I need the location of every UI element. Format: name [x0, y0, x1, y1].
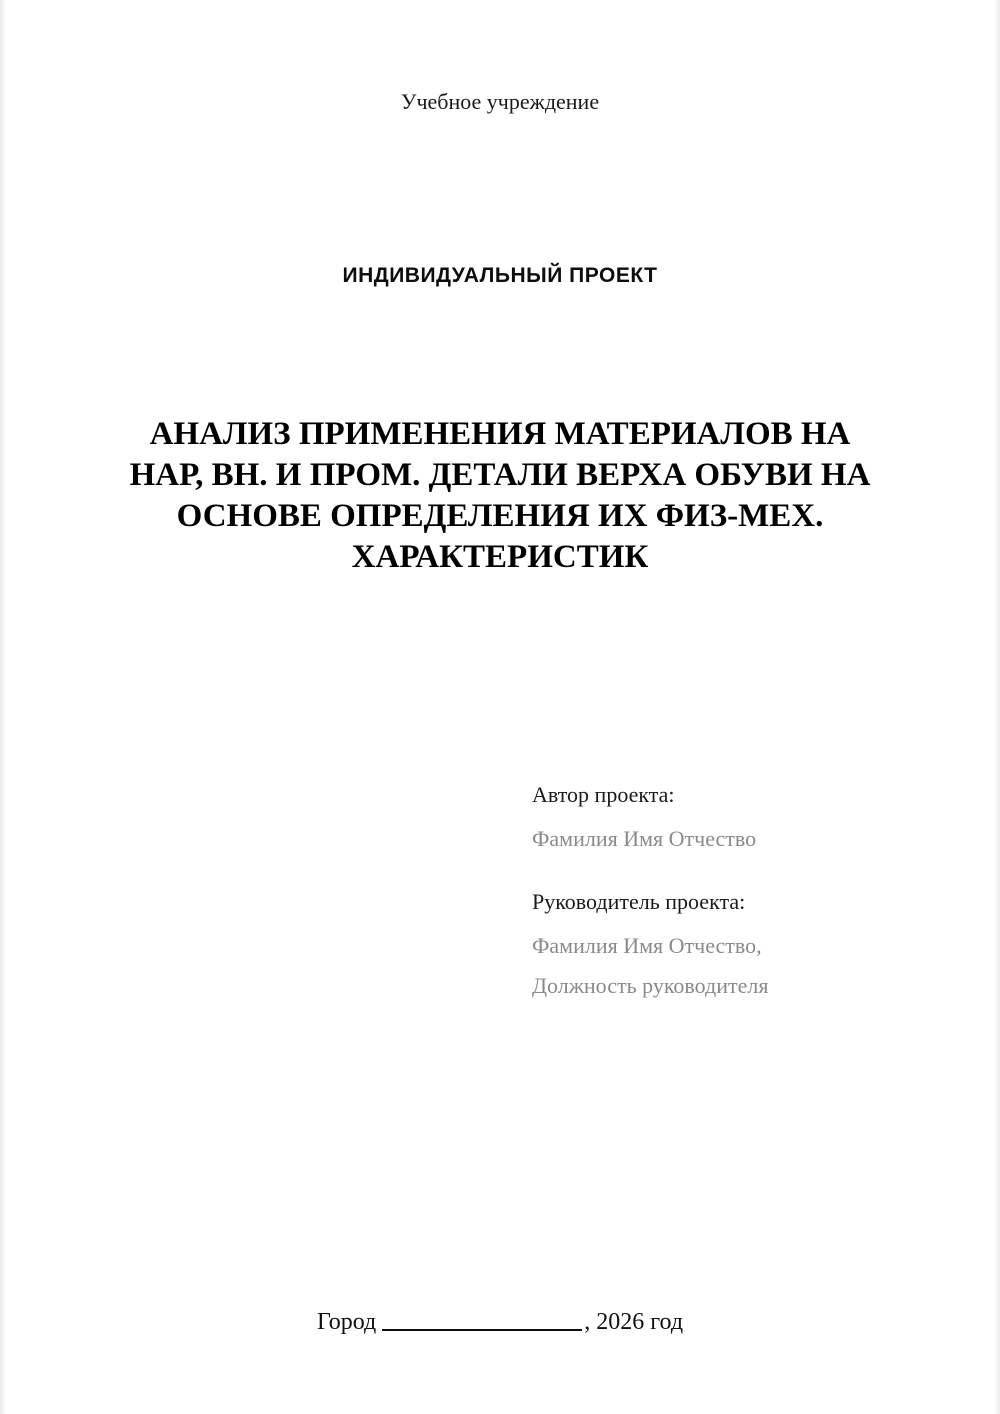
author-label: Автор проекта:	[532, 782, 675, 807]
author-block	[532, 780, 932, 853]
institution-name: Учебное учреждение	[400, 89, 600, 114]
author-value: Фамилия Имя Отчество	[532, 825, 757, 851]
page-title: АНАЛИЗ ПРИМЕНЕНИЯ МАТЕРИАЛОВ НА НАР, ВН. И ПРОМ. ДЕТАЛИ ВЕРХА ОБУВИ НА ОСНОВЕ ОПРЕДЕЛЕНИЯ ИХ ФИЗ-МЕХ. ХАРАКТЕРИСТИК	[129, 416, 871, 575]
supervisor-block	[532, 887, 932, 1000]
footer-city-year	[0, 1309, 1000, 1336]
document-type: ИНДИВИДУАЛЬНЫЙ ПРОЕКТ	[342, 264, 658, 287]
supervisor-value-position: Должность руководителя	[532, 972, 769, 998]
supervisor-label: Руководитель проекта:	[532, 889, 746, 915]
supervisor-value-name: Фамилия Имя Отчество,	[532, 933, 762, 959]
city-fill-in-line	[382, 1329, 582, 1331]
year-text: , 2026 год	[584, 1309, 684, 1335]
city-label: Город	[316, 1309, 377, 1335]
credits-block	[532, 780, 932, 1034]
